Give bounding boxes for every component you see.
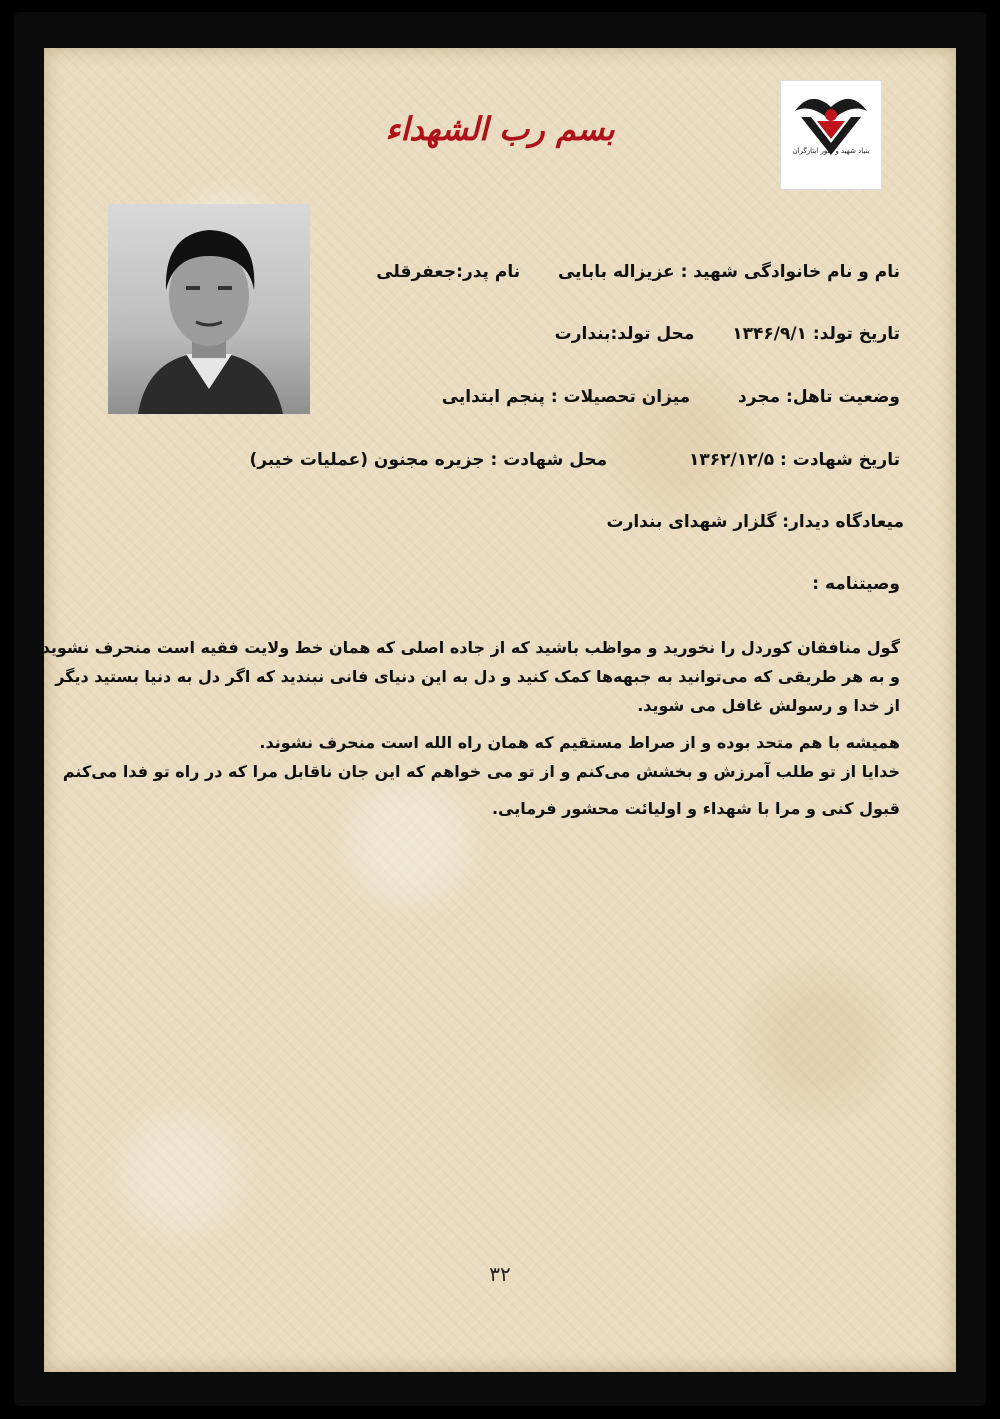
marital-value: مجرد (738, 387, 781, 407)
martyrs-foundation-logo-icon (780, 80, 882, 190)
name-value: عزیزاله بابایی (557, 262, 675, 282)
birth-place-label: محل تولد: (610, 324, 695, 344)
info-row-marital (442, 387, 900, 407)
will-heading: وصیتنامه : (812, 574, 900, 594)
meeting-label: میعادگاه دیدار: (782, 512, 904, 532)
martyrdom-date-label: تاریخ شهادت : (780, 450, 900, 470)
info-row-birth (555, 324, 900, 344)
education-value: پنجم ابتدایی (441, 387, 545, 407)
meeting-value: گلزار شهدای بندارت (606, 512, 777, 532)
father-label: نام پدر: (456, 262, 521, 282)
will-line: قبول کنی و مرا با شهداء و اولیائت محشور فرمایی. (491, 799, 900, 818)
martyrdom-date-value: ۱۳۶۲/۱۲/۵ (689, 450, 775, 470)
father-value: جعفرقلی (376, 262, 457, 282)
name-label: نام و نام خانوادگی شهید : (680, 262, 900, 282)
birth-date-value: ۱۳۴۶/۹/۱ (732, 324, 807, 344)
will-line: و به هر طریقی که می‌توانید به جبهه‌ها کمک کنید و دل به این دنیای فانی نبندید که اگر دل به دنیا بستید دیگر (55, 667, 900, 686)
will-line: خدایا از تو طلب آمرزش و بخشش می‌کنم و از تو می خواهم که این جان ناقابل مرا که در راه تو فدا می‌کنم (62, 762, 900, 781)
martyrdom-place-label: محل شهادت : (490, 450, 608, 470)
will-line: همیشه با هم متحد بوده و از صراط مستقیم که همان راه الله است منحرف نشوند. (259, 733, 900, 752)
martyrdom-place-value: جزیره مجنون (عملیات خیبر) (249, 450, 485, 470)
info-row-martyrdom (250, 450, 901, 470)
page-title: بسم رب الشهداء (385, 110, 615, 148)
birth-place-value: بندارت (554, 324, 611, 344)
marital-label: وضعیت تاهل: (786, 387, 900, 407)
logo-caption: بنیاد شهید و امور ایثارگران (792, 147, 870, 155)
will-line: از خدا و رسولش غافل می شوید. (637, 696, 900, 715)
page-number: ۳۲ (489, 1262, 511, 1286)
will-text (41, 633, 900, 823)
martyr-portrait-icon (108, 204, 310, 414)
will-line: گول منافقان کوردل را نخورید و مواظب باشید که از جاده اصلی که همان خط ولایت فقیه است منحرف نشوید (41, 638, 900, 657)
info-row-meeting (606, 512, 904, 532)
education-label: میزان تحصیلات : (550, 387, 691, 407)
birth-date-label: تاریخ تولد: (812, 324, 900, 344)
info-row-name (376, 262, 900, 282)
